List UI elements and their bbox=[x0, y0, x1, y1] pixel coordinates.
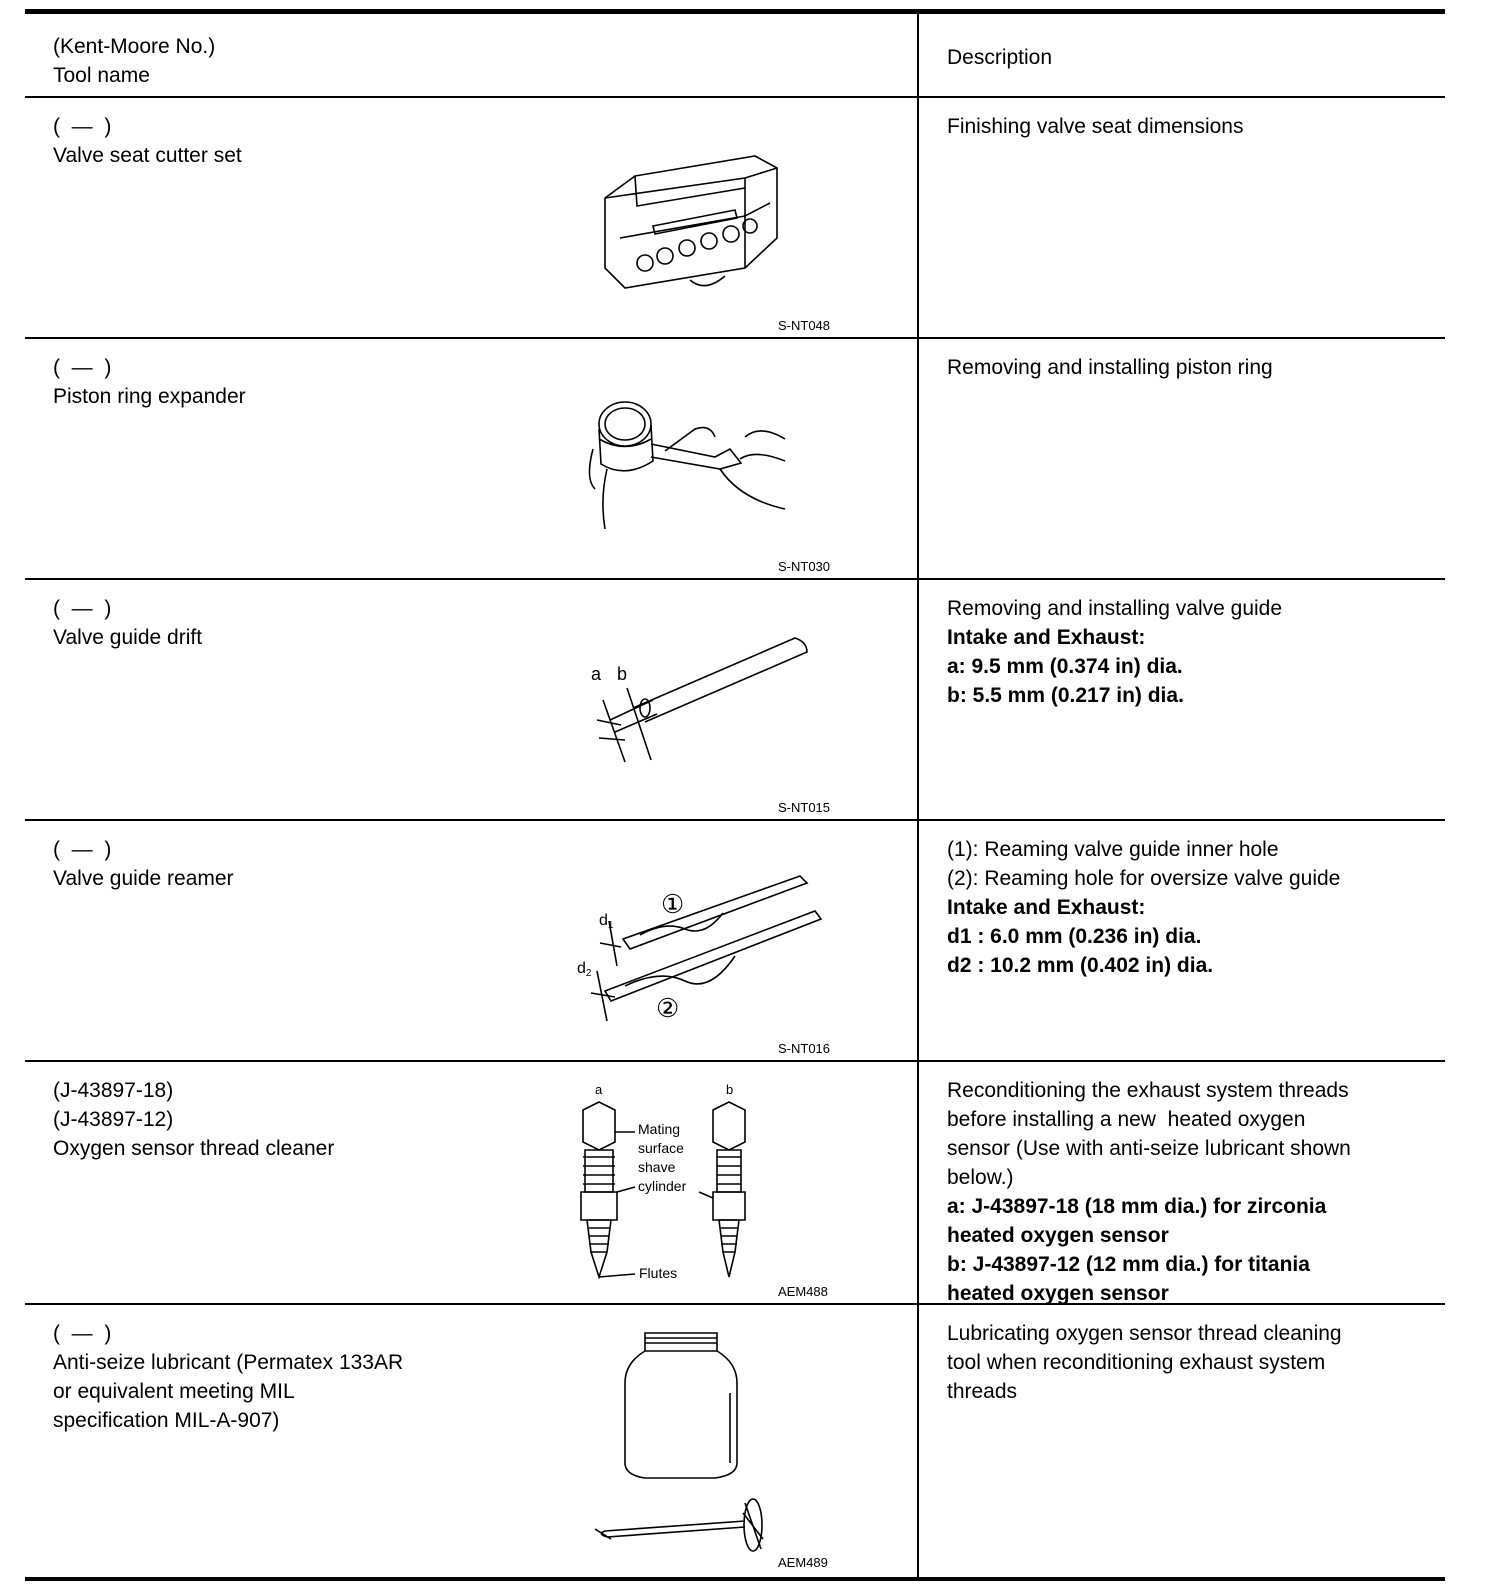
tool-cell bbox=[53, 594, 202, 652]
description-text: (1): Reaming valve guide inner hole bbox=[947, 838, 1279, 861]
valve-guide-drift-icon bbox=[545, 580, 875, 820]
description-bold-text: b: 5.5 mm (0.217 in) dia. bbox=[947, 684, 1184, 707]
label-shave: shave bbox=[638, 1159, 676, 1175]
tool-name: Valve seat cutter set bbox=[53, 144, 242, 167]
kent-moore-number: (J-43897-18) bbox=[53, 1079, 174, 1102]
label-a: a bbox=[595, 1082, 603, 1097]
valve-guide-reamer-icon bbox=[545, 821, 875, 1061]
table-row bbox=[25, 339, 1445, 580]
tool-cell bbox=[53, 1319, 403, 1435]
header-tool-column bbox=[53, 32, 215, 90]
header-description-label: Description bbox=[947, 46, 1053, 69]
figure-code: S-NT015 bbox=[778, 800, 831, 815]
tool-cell bbox=[53, 112, 242, 170]
table-row bbox=[25, 1305, 1445, 1577]
description-text: Lubricating oxygen sensor thread cleaning bbox=[947, 1322, 1342, 1345]
label-b: b bbox=[726, 1082, 734, 1097]
kent-moore-number: (J-43897-12) bbox=[53, 1108, 174, 1131]
tool-name: Valve guide reamer bbox=[53, 867, 234, 890]
tool-name: Oxygen sensor thread cleaner bbox=[53, 1137, 335, 1160]
description-bold-text: Intake and Exhaust: bbox=[947, 626, 1146, 649]
circle-label-1: ① bbox=[661, 889, 685, 919]
figure-code: S-NT048 bbox=[778, 318, 831, 333]
kent-moore-number: ( — ) bbox=[53, 838, 112, 861]
description-bold-text: Intake and Exhaust: bbox=[947, 896, 1146, 919]
description-bold-text: heated oxygen sensor bbox=[947, 1224, 1169, 1247]
tool-cell bbox=[53, 1076, 334, 1163]
kent-moore-number: ( — ) bbox=[53, 1322, 112, 1345]
description-text: Removing and installing piston ring bbox=[947, 356, 1273, 379]
table-row bbox=[25, 98, 1445, 339]
valve-guide-reamer-illustration bbox=[545, 821, 875, 1061]
label-surface: surface bbox=[638, 1140, 684, 1156]
description-bold-text: a: 9.5 mm (0.374 in) dia. bbox=[947, 655, 1183, 678]
header-tool-name-label: Tool name bbox=[53, 64, 150, 87]
description-bold-text: d2 : 10.2 mm (0.402 in) dia. bbox=[947, 954, 1214, 977]
kent-moore-number: ( — ) bbox=[53, 597, 112, 620]
description-text: Removing and installing valve guide bbox=[947, 597, 1283, 620]
column-divider bbox=[917, 14, 919, 1577]
description-cell bbox=[947, 1076, 1417, 1308]
label-d2: d2 bbox=[577, 960, 592, 979]
description-bold-text: a: J-43897-18 (18 mm dia.) for zirconia bbox=[947, 1195, 1327, 1218]
figure-code: S-NT030 bbox=[778, 559, 831, 574]
tool-name: Anti-seize lubricant (Permatex 133AR bbox=[53, 1351, 404, 1374]
label-cylinder: cylinder bbox=[638, 1178, 687, 1194]
cutter-case-icon bbox=[545, 98, 875, 338]
description-cell bbox=[947, 835, 1417, 980]
description-text: (2): Reaming hole for oversize valve guide bbox=[947, 867, 1341, 890]
valve-guide-drift-illustration bbox=[545, 580, 875, 820]
lubricant-bottle-icon bbox=[545, 1313, 875, 1573]
description-text: threads bbox=[947, 1380, 1018, 1403]
figure-code: AEM488 bbox=[778, 1284, 828, 1299]
kent-moore-number: ( — ) bbox=[53, 356, 112, 379]
tool-name: specification MIL-A-907) bbox=[53, 1409, 280, 1432]
label-b: b bbox=[617, 664, 628, 684]
description-text: below.) bbox=[947, 1166, 1014, 1189]
description-cell bbox=[947, 1319, 1417, 1406]
description-cell bbox=[947, 112, 1417, 141]
description-text: sensor (Use with anti-seize lubricant shown bbox=[947, 1137, 1351, 1160]
circle-label-2: ② bbox=[656, 993, 680, 1023]
label-mating: Mating bbox=[638, 1121, 681, 1137]
table-row bbox=[25, 821, 1445, 1062]
figure-code: AEM489 bbox=[778, 1555, 828, 1570]
header-kent-moore-label: (Kent-Moore No.) bbox=[53, 35, 216, 58]
valve-seat-cutter-set-illustration bbox=[545, 98, 875, 338]
tool-name: Valve guide drift bbox=[53, 626, 203, 649]
tool-cell bbox=[53, 835, 234, 893]
description-bold-text: heated oxygen sensor bbox=[947, 1282, 1169, 1305]
tool-name: Piston ring expander bbox=[53, 385, 246, 408]
tool-cell bbox=[53, 353, 246, 411]
thread-cleaner-icon bbox=[545, 1062, 875, 1302]
description-bold-text: d1 : 6.0 mm (0.236 in) dia. bbox=[947, 925, 1202, 948]
kent-moore-number: ( — ) bbox=[53, 115, 112, 138]
figure-code: S-NT016 bbox=[778, 1041, 831, 1056]
label-d1: d1 bbox=[599, 912, 614, 931]
description-text: Finishing valve seat dimensions bbox=[947, 115, 1244, 138]
description-text: tool when reconditioning exhaust system bbox=[947, 1351, 1326, 1374]
oxygen-sensor-thread-cleaner-illustration bbox=[545, 1062, 875, 1302]
piston-ring-expander-illustration bbox=[545, 339, 875, 579]
table-row bbox=[25, 580, 1445, 821]
description-cell bbox=[947, 594, 1417, 710]
label-flutes: Flutes bbox=[639, 1265, 678, 1281]
piston-ring-expander-icon bbox=[545, 339, 875, 579]
table-header-row bbox=[25, 14, 1445, 98]
description-text: Reconditioning the exhaust system threads bbox=[947, 1079, 1349, 1102]
table-row bbox=[25, 1062, 1445, 1305]
description-bold-text: b: J-43897-12 (12 mm dia.) for titania bbox=[947, 1253, 1310, 1276]
special-tools-table bbox=[25, 9, 1445, 1581]
description-text: before installing a new heated oxygen bbox=[947, 1108, 1306, 1131]
tool-name: or equivalent meeting MIL bbox=[53, 1380, 295, 1403]
description-cell bbox=[947, 353, 1417, 382]
label-a: a bbox=[591, 664, 602, 684]
anti-seize-lubricant-illustration bbox=[545, 1313, 875, 1573]
